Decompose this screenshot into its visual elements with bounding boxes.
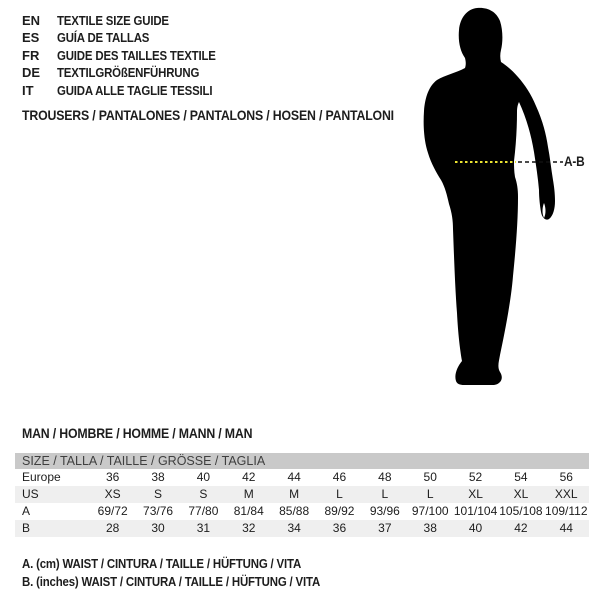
row-label: B — [22, 521, 31, 535]
size-cell: 50 — [423, 470, 437, 484]
language-label: GUIDE DES TAILLES TEXTILE — [57, 47, 216, 63]
table-row — [15, 486, 589, 503]
language-code: DE — [22, 65, 41, 81]
size-cell: 36 — [332, 521, 347, 535]
size-cell: 77/80 — [188, 504, 219, 518]
size-cell: 30 — [151, 521, 165, 535]
language-code: EN — [22, 13, 41, 28]
size-table — [15, 453, 589, 537]
size-cell: S — [154, 487, 163, 501]
footnote-text: A. (cm) WAIST / CINTURA / TAILLE / HÜFTUNG / VITA — [22, 556, 302, 571]
size-cell: 46 — [332, 470, 347, 484]
size-table-rows — [15, 469, 589, 537]
language-code: FR — [22, 47, 40, 63]
size-cell: 109/112 — [545, 504, 588, 518]
size-cell: 97/100 — [411, 504, 449, 518]
size-cell: L — [381, 487, 389, 501]
language-code: ES — [22, 30, 40, 46]
size-cell: 44 — [287, 470, 301, 484]
size-cell: 52 — [468, 470, 483, 484]
size-cell: 73/76 — [143, 504, 174, 518]
language-label: GUIDA ALLE TAGLIE TESSILI — [57, 82, 213, 98]
size-cell: 32 — [242, 521, 256, 535]
footnotes — [22, 555, 361, 590]
language-label: TEXTILE SIZE GUIDE — [57, 13, 169, 28]
table-row — [15, 503, 589, 520]
size-cell: M — [243, 487, 254, 501]
size-cell: 34 — [287, 521, 301, 535]
size-cell: 81/84 — [233, 504, 264, 518]
size-cell: 37 — [378, 521, 392, 535]
size-table-header: SIZE / TALLA / TAILLE / GRÖSSE / TAGLIA — [15, 453, 589, 469]
size-cell: 40 — [468, 521, 483, 535]
size-cell: 28 — [106, 521, 120, 535]
footnote — [22, 573, 361, 591]
size-cell: 56 — [559, 470, 573, 484]
language-row — [22, 12, 237, 29]
size-cell: L — [336, 487, 343, 501]
size-cell: 44 — [559, 521, 573, 535]
language-row — [22, 47, 237, 64]
gender-title: MAN / HOMBRE / HOMME / MANN / MAN — [22, 425, 253, 441]
footnote-text: B. (inches) WAIST / CINTURA / TAILLE / HÜFTUNG / VITA — [22, 573, 321, 589]
size-cell: 38 — [423, 521, 437, 535]
size-cell: 40 — [196, 470, 211, 484]
hand-highlight — [543, 203, 546, 218]
size-cell: 85/88 — [279, 504, 310, 518]
row-label: A — [22, 504, 31, 518]
measure-label: A-B — [564, 154, 585, 169]
size-cell: 89/92 — [324, 504, 355, 518]
size-cell: 54 — [514, 470, 528, 484]
size-cell: XL — [513, 487, 529, 501]
size-cell: 93/96 — [369, 504, 400, 518]
language-row — [22, 29, 237, 46]
size-cell: 31 — [196, 521, 211, 535]
language-label: TEXTILGRÖßENFÜHRUNG — [57, 65, 200, 81]
footnote — [22, 555, 361, 573]
language-row — [22, 82, 237, 99]
size-cell: 101/104 — [453, 504, 498, 518]
size-cell: M — [289, 487, 300, 501]
size-cell: S — [199, 487, 208, 501]
table-row — [15, 469, 589, 486]
garment-title: TROUSERS / PANTALONES / PANTALONS / HOSEN / PANTALONI — [22, 107, 394, 123]
language-code: IT — [22, 82, 34, 98]
size-cell: L — [426, 487, 434, 501]
language-row — [22, 64, 237, 81]
size-cell: 38 — [151, 470, 165, 484]
size-cell: XL — [468, 487, 483, 501]
size-cell: 105/108 — [499, 504, 543, 518]
table-row — [15, 520, 589, 537]
size-cell: XXL — [554, 487, 578, 501]
size-cell: 42 — [514, 521, 528, 535]
language-label: GUÍA DE TALLAS — [57, 30, 150, 46]
row-label: US — [22, 487, 39, 501]
size-cell: 42 — [242, 470, 256, 484]
row-label: Europe — [22, 470, 61, 484]
size-cell: XS — [104, 487, 121, 501]
man-silhouette — [424, 8, 555, 385]
size-cell: 48 — [378, 470, 392, 484]
size-cell: 69/72 — [97, 504, 128, 518]
language-list — [22, 12, 237, 99]
size-cell: 36 — [106, 470, 120, 484]
